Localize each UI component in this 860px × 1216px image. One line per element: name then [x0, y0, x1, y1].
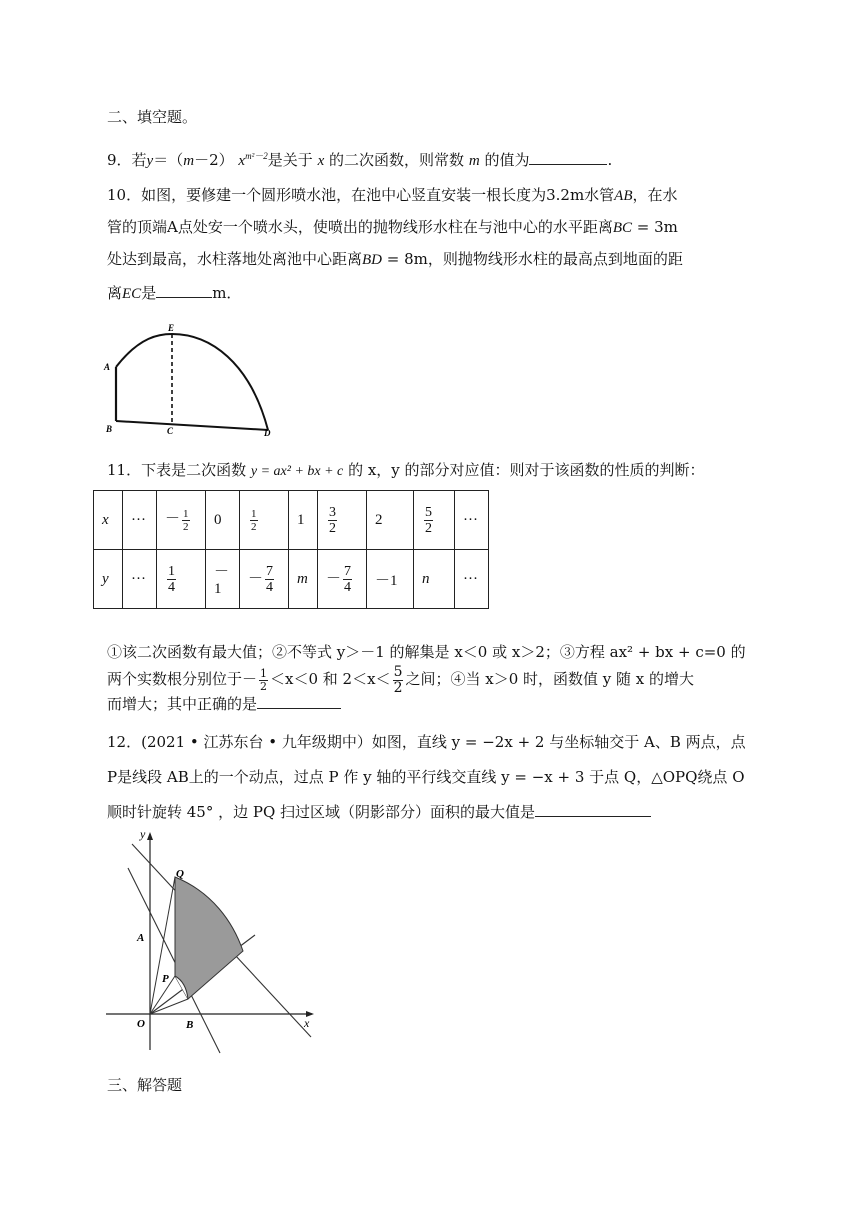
q9-m2: m — [468, 153, 480, 169]
label-a: A — [137, 932, 145, 944]
q9-minus2: －2） — [194, 151, 234, 169]
segment-ob — [150, 999, 188, 1014]
table-cell: $\frac{1}{4}$ — [157, 550, 206, 609]
table-cell: n — [414, 550, 455, 609]
q11-function: y = ax² + bx + c — [250, 464, 344, 479]
question-12-line-1: 12．(2021 • 江苏东台 • 九年级期中）如图，直线 y = −2x + 2 与坐标轴交于 A、B 两点，点 — [107, 733, 746, 751]
shaded-region — [175, 877, 243, 999]
question-12-line-3 — [107, 800, 651, 823]
q10-text-1-end: ，在水 — [632, 186, 678, 204]
table-cell: － $\frac{7}{4}$ — [318, 550, 367, 609]
q9-mid2: 的二次函数，则常数 — [329, 151, 465, 169]
q10-text-3-end: = 8m，则抛物线形水柱的最高点到地面的距 — [386, 250, 683, 268]
table-row-y — [94, 550, 489, 609]
q10-text-4b: 是 — [141, 284, 157, 302]
q10-answer-blank[interactable] — [156, 281, 212, 298]
label-b: B — [106, 424, 113, 434]
table-cell: ··· — [123, 491, 157, 550]
question-11-line-3: 两个实数根分别位于－ $\frac{1}{2}$ ＜x＜0 和 2＜x＜ $\frac{5}{2}$ 之间；④当 x＞0 时，函数值 y 随 x 的增大 — [107, 663, 695, 696]
q12-text-3: 顺时针旋转 45° ，边 PQ 扫过区域（阴影部分）面积的最大值是 — [107, 803, 536, 821]
q11-text-3a: 两个实数根分别位于－ — [107, 670, 258, 688]
parabola-curve — [116, 334, 268, 430]
table-cell: －1 — [206, 550, 240, 609]
label-x: x — [304, 1016, 310, 1030]
values-table — [93, 490, 489, 609]
q9-end: 的值为 — [484, 151, 530, 169]
table-cell: －1 — [367, 550, 414, 609]
q10-bd: BD — [362, 252, 383, 268]
q10-text-2-end: = 3m — [636, 218, 678, 236]
q10-ab: AB — [614, 188, 633, 204]
q9-eq: ＝（ — [153, 151, 184, 169]
table-cell: x — [94, 491, 123, 550]
q10-ec: EC — [122, 286, 142, 302]
q10-text-4: 离 — [107, 284, 123, 302]
q9-x: x — [238, 153, 246, 169]
q11-answer-blank[interactable] — [257, 692, 341, 709]
question-10-line-1 — [107, 184, 678, 207]
table-cell: － $\frac{7}{4}$ — [240, 550, 289, 609]
q11-text-1a: 11．下表是二次函数 — [107, 461, 247, 479]
table-cell: 1 — [289, 491, 318, 550]
q9-m: m — [183, 153, 195, 169]
label-q: Q — [176, 868, 184, 880]
coordinate-figure — [100, 824, 320, 1056]
table-cell: $\frac{1}{2}$ — [240, 491, 289, 550]
table-cell: 0 — [206, 491, 240, 550]
question-10-line-3 — [107, 248, 683, 271]
label-e: E — [168, 323, 175, 333]
question-11-line-2: ①该二次函数有最大值；②不等式 y＞－1 的解集是 x＜0 或 x＞2；③方程 ax² + bx + c=0 的 — [107, 643, 746, 661]
table-row-x — [94, 491, 489, 550]
label-y: y — [140, 827, 146, 841]
table-cell: y — [94, 550, 123, 609]
label-d: D — [264, 428, 271, 438]
q9-exponent: m²－2 — [245, 151, 268, 161]
table-cell: $\frac{3}{2}$ — [318, 491, 367, 550]
ground-bd — [116, 421, 268, 430]
q9-x2: x — [317, 153, 325, 169]
q9-answer-blank[interactable] — [529, 148, 607, 165]
label-a: A — [104, 362, 111, 372]
label-o: O — [137, 1018, 145, 1030]
question-11-line-1 — [107, 459, 705, 483]
label-p: P — [162, 973, 169, 985]
q11-text-4: 而增大；其中正确的是 — [107, 695, 258, 713]
q11-text-3b: ＜x＜0 和 2＜x＜ — [270, 670, 391, 688]
table-cell: m — [289, 550, 318, 609]
label-b: B — [186, 1019, 194, 1031]
q11-text-3c: 之间；④当 x＞0 时，函数值 y 随 x 的增大 — [405, 670, 695, 688]
q9-mid: 是关于 — [267, 151, 313, 169]
fountain-figure — [100, 322, 290, 438]
table-cell: ··· — [455, 550, 489, 609]
segment-oq — [150, 877, 175, 1014]
table-cell: ··· — [455, 491, 489, 550]
section-3-title: 三、解答题 — [107, 1076, 183, 1094]
question-11-line-4 — [107, 692, 341, 715]
q9-y: y — [146, 153, 154, 169]
section-2-title: 二、填空题。 — [107, 108, 198, 126]
q10-text-3: 处达到最高，水柱落地处离池中心距离 — [107, 250, 363, 268]
table-cell: ··· — [123, 550, 157, 609]
question-12-line-2: P是线段 AB上的一个动点，过点 P 作 y 轴的平行线交直线 y = −x + 3 于点 Q，△OPQ绕点 O — [107, 768, 745, 786]
label-c: C — [167, 426, 174, 436]
table-cell: 2 — [367, 491, 414, 550]
table-cell: － $\frac{1}{2}$ — [157, 491, 206, 550]
q10-bc: BC — [612, 220, 633, 236]
q10-text-2: 管的顶端A点处安一个喷水头，使喷出的抛物线形水柱在与池中心的水平距离 — [107, 218, 613, 236]
q12-answer-blank[interactable] — [535, 800, 651, 817]
q9-number: 9．若 — [107, 151, 147, 169]
table-cell: $\frac{5}{2}$ — [414, 491, 455, 550]
question-10-line-2 — [107, 216, 678, 239]
question-10-line-4 — [107, 281, 241, 305]
q10-text-1: 10．如图，要修建一个圆形喷水池，在池中心竖直安装一根长度为3.2m水管 — [107, 186, 615, 204]
q11-text-1b: 的 x，y 的部分对应值：则对于该函数的性质的判断： — [348, 461, 705, 479]
question-9 — [107, 145, 612, 172]
q10-text-4-end: m． — [212, 284, 242, 302]
y-axis-arrow — [147, 832, 153, 840]
q9-period: . — [607, 151, 613, 169]
